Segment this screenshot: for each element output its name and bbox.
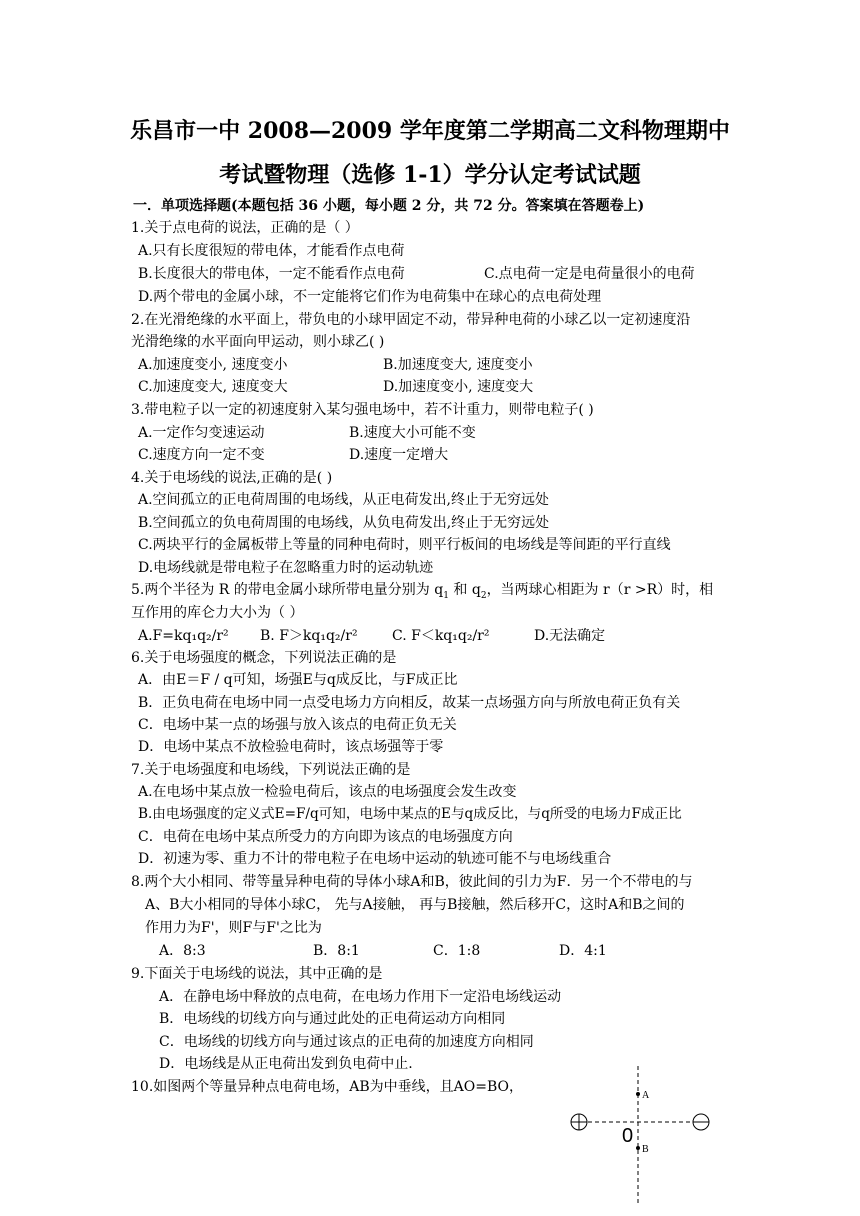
q5-option-d: D.无法确定 (534, 628, 606, 644)
q8-stem-line3: 作用力为F'，则F与F'之比为 (145, 920, 322, 936)
origin-label: 0 (622, 1125, 634, 1147)
q3-option-a: A.一定作匀变速运动 (138, 425, 265, 441)
negative-charge-icon (693, 1114, 709, 1130)
q3-option-d: D.速度一定增大 (349, 447, 449, 463)
q1-stem: 1.关于点电荷的说法，正确的是（ ） (131, 220, 359, 236)
q9-option-a: A．在静电场中释放的点电荷，在电场力作用下一定沿电场线运动 (159, 989, 562, 1005)
q7-option-a: A.在电场中某点放一检验电荷后，该点的电场强度会发生改变 (138, 784, 517, 800)
q4-option-a: A.空间孤立的正电荷周围的电场线，从正电荷发出,终止于无穷远处 (138, 492, 550, 508)
q5-option-a: A.F=kq₁q₂/r² (138, 628, 229, 644)
q8-stem-line1: 8.两个大小相同、带等量异种电荷的导体小球A和B，彼此间的引力为F．另一个不带电的与 (131, 874, 693, 890)
point-b-label: B (642, 1144, 649, 1155)
q5-stem-part3: ，当两球心相距为 r（r >R）时，相 (486, 582, 714, 598)
q8-option-d: D．4:1 (559, 943, 607, 959)
point-b-dot (636, 1146, 640, 1150)
section-heading: 一．单项选择题(本题包括 36 小题，每小题 2 分，共 72 分。答案填在答题卷上) (133, 198, 645, 214)
q2-option-d: D.加速度变小, 速度变大 (383, 379, 534, 395)
q2-option-a: A.加速度变小, 速度变小 (138, 357, 288, 373)
point-a-label: A (642, 1090, 650, 1101)
q9-option-d: D．电场线是从正电荷出发到负电荷中止. (159, 1056, 413, 1072)
q5-stem-part1: 5.两个半径为 R 的带电金属小球所带电量分别为 q (131, 582, 444, 598)
q8-option-a: A．8:3 (159, 943, 206, 959)
q6-stem: 6.关于电场强度的概念，下列说法正确的是 (131, 650, 397, 666)
page-title-line1: 乐昌市一中 2008—2009 学年度第二学期高二文科物理期中 (130, 118, 730, 144)
q9-option-b: B．电场线的切线方向与通过此处的正电荷运动方向相同 (159, 1011, 506, 1027)
q5-option-b: B. F＞kq₁q₂/r² (260, 628, 358, 644)
q3-option-c: C.速度方向一定不变 (138, 447, 265, 463)
point-a-dot (636, 1092, 640, 1096)
q5-stem-part2: 和 q (448, 582, 481, 598)
positive-charge-icon (571, 1114, 587, 1130)
q2-option-c: C.加速度变大, 速度变大 (138, 379, 288, 395)
q1-option-d: D.两个带电的金属小球，不一定能将它们作为电荷集中在球心的点电荷处理 (138, 289, 602, 305)
page-title-line2: 考试暨物理（选修 1-1）学分认定考试试题 (219, 162, 641, 188)
q8-stem-line2: A、B大小相同的导体小球C， 先与A接触， 再与B接触，然后移开C，这时A和B之间的 (145, 897, 685, 913)
q6-option-d: D．电场中某点不放检验电荷时，该点场强等于零 (138, 739, 444, 755)
q4-option-c: C.两块平行的金属板带上等量的同种电荷时，则平行板间的电场线是等间距的平行直线 (138, 537, 671, 553)
q4-option-d: D.电场线就是带电粒子在忽略重力时的运动轨迹 (138, 560, 434, 576)
q5-option-c: C. F＜kq₁q₂/r² (392, 628, 490, 644)
q6-option-a: A．由E＝F / q可知，场强E与q成反比，与F成正比 (138, 672, 458, 688)
q6-option-b: B．正负电荷在电场中同一点受电场力方向相反，故某一点场强方向与所放电荷正负有关 (138, 695, 681, 711)
q5-stem-line1: 5.两个半径为 R 的带电金属小球所带电量分别为 $q_1$ 和 $q_2$，当两球心相距为 r（r >R）时，相 (131, 582, 714, 601)
q8-option-b: B．8:1 (313, 943, 360, 959)
q5-stem-line2: 互作用的库仑力大小为（ ） (131, 605, 304, 621)
q1-option-c: C.点电荷一定是电荷量很小的电荷 (484, 266, 695, 282)
q1-option-b: B.长度很大的带电体，一定不能看作点电荷 (138, 266, 405, 282)
q9-option-c: C．电场线的切线方向与通过该点的正电荷的加速度方向相同 (159, 1034, 534, 1050)
q4-option-b: B.空间孤立的负电荷周围的电场线，从负电荷发出,终止于无穷远处 (138, 515, 550, 531)
q4-stem: 4.关于电场线的说法,正确的是( ) (131, 470, 333, 486)
q6-option-c: C．电场中某一点的场强与放入该点的电荷正负无关 (138, 717, 457, 733)
q1-option-a: A.只有长度很短的带电体，才能看作点电荷 (138, 243, 405, 259)
q8-option-c: C．1:8 (433, 943, 481, 959)
q7-stem: 7.关于电场强度和电场线，下列说法正确的是 (131, 762, 411, 778)
q3-option-b: B.速度大小可能不变 (349, 425, 476, 441)
q2-stem-line1: 2.在光滑绝缘的水平面上，带负电的小球甲固定不动，带异种电荷的小球乙以一定初速度沿 (131, 312, 691, 328)
q7-option-c: C．电荷在电场中某点所受力的方向即为该点的电场强度方向 (138, 829, 513, 845)
q2-option-b: B.加速度变大, 速度变小 (383, 357, 533, 373)
q3-stem: 3.带电粒子以一定的初速度射入某匀强电场中，若不计重力，则带电粒子( ) (131, 402, 594, 418)
charge-diagram (560, 1060, 720, 1210)
q7-option-d: D．初速为零、重力不计的带电粒子在电场中运动的轨迹可能不与电场线重合 (138, 851, 612, 867)
q2-stem-line2: 光滑绝缘的水平面向甲运动，则小球乙( ) (131, 334, 385, 350)
q7-option-b: B.由电场强度的定义式E=F/q可知，电场中某点的E与q成反比，与q所受的电场力F成正比 (138, 806, 682, 822)
q9-stem: 9.下面关于电场线的说法，其中正确的是 (131, 966, 383, 982)
q10-stem: 10.如图两个等量异种点电荷电场，AB为中垂线，且AO=BO， (131, 1079, 524, 1095)
